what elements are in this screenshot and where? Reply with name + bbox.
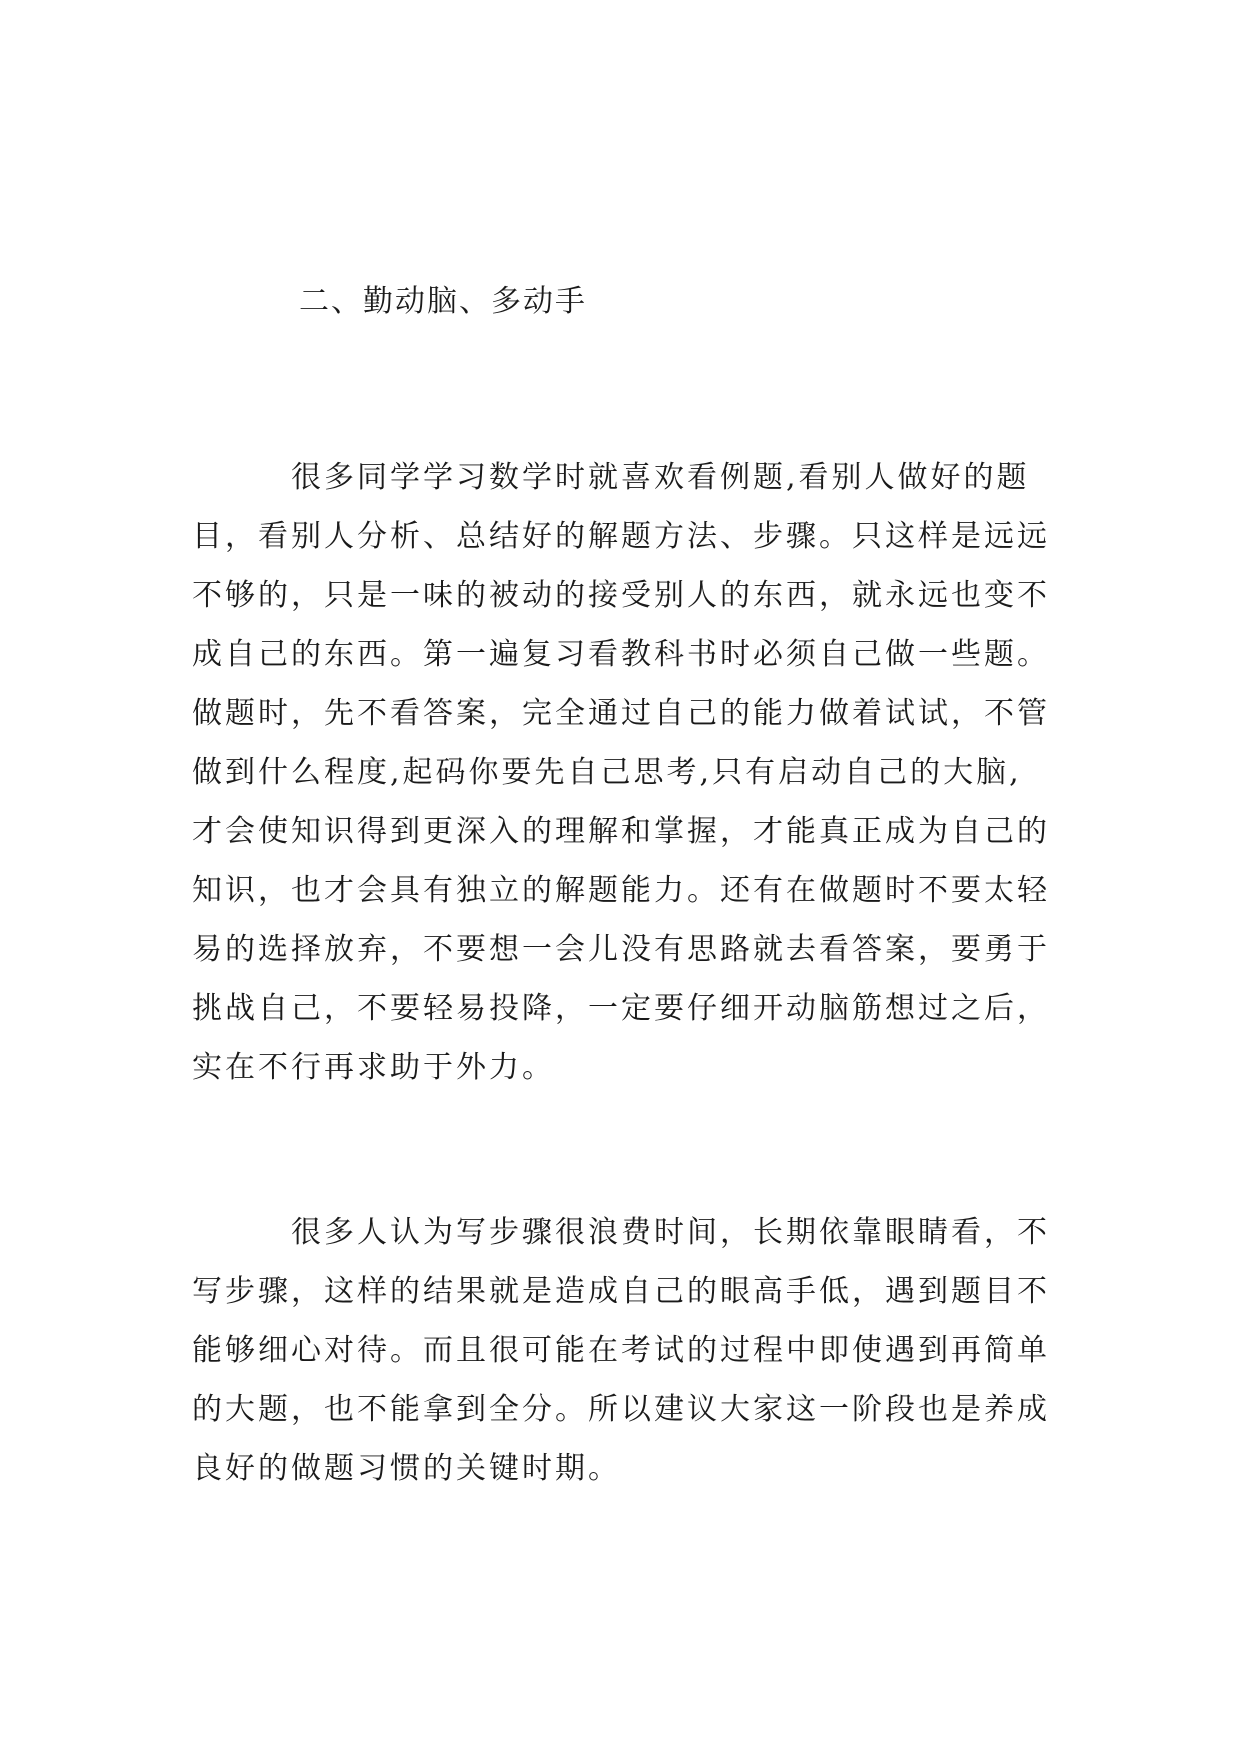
paragraph-line: 良好的做题习惯的关键时期。 xyxy=(192,1451,621,1486)
paragraph-line: 才会使知识得到更深入的理解和掌握，才能真正成为自己的 xyxy=(192,814,1050,849)
paragraph-study-methods xyxy=(192,448,1072,1097)
paragraph-line: 写步骤，这样的结果就是造成自己的眼高手低，遇到题目不 xyxy=(192,1274,1050,1309)
paragraph-line: 实在不行再求助于外力。 xyxy=(192,1050,555,1085)
paragraph-line: 的大题，也不能拿到全分。所以建议大家这一阶段也是养成 xyxy=(192,1392,1050,1427)
paragraph-line: 很多人认为写步骤很浪费时间，长期依靠眼睛看，不 xyxy=(192,1215,1050,1250)
paragraph-line: 知识，也才会具有独立的解题能力。还有在做题时不要太轻 xyxy=(192,873,1050,908)
paragraph-line: 很多同学学习数学时就喜欢看例题,看别人做好的题 xyxy=(192,460,1030,495)
paragraph-line: 做到什么程度,起码你要先自己思考,只有启动自己的大脑, xyxy=(192,755,1022,790)
paragraph-line: 不够的，只是一味的被动的接受别人的东西，就永远也变不 xyxy=(192,578,1050,613)
paragraph-line: 做题时，先不看答案，完全通过自己的能力做着试试，不管 xyxy=(192,696,1050,731)
section-heading: 二、勤动脑、多动手 xyxy=(299,284,587,319)
paragraph-line: 挑战自己，不要轻易投降，一定要仔细开动脑筋想过之后， xyxy=(192,991,1050,1026)
paragraph-line: 能够细心对待。而且很可能在考试的过程中即使遇到再简单 xyxy=(192,1333,1050,1368)
paragraph-line: 目，看别人分析、总结好的解题方法、步骤。只这样是远远 xyxy=(192,519,1050,554)
paragraph-line: 成自己的东西。第一遍复习看教科书时必须自己做一些题。 xyxy=(192,637,1050,672)
paragraph-writing-steps xyxy=(192,1203,1072,1498)
paragraph-line: 易的选择放弃，不要想一会儿没有思路就去看答案，要勇于 xyxy=(192,932,1050,967)
